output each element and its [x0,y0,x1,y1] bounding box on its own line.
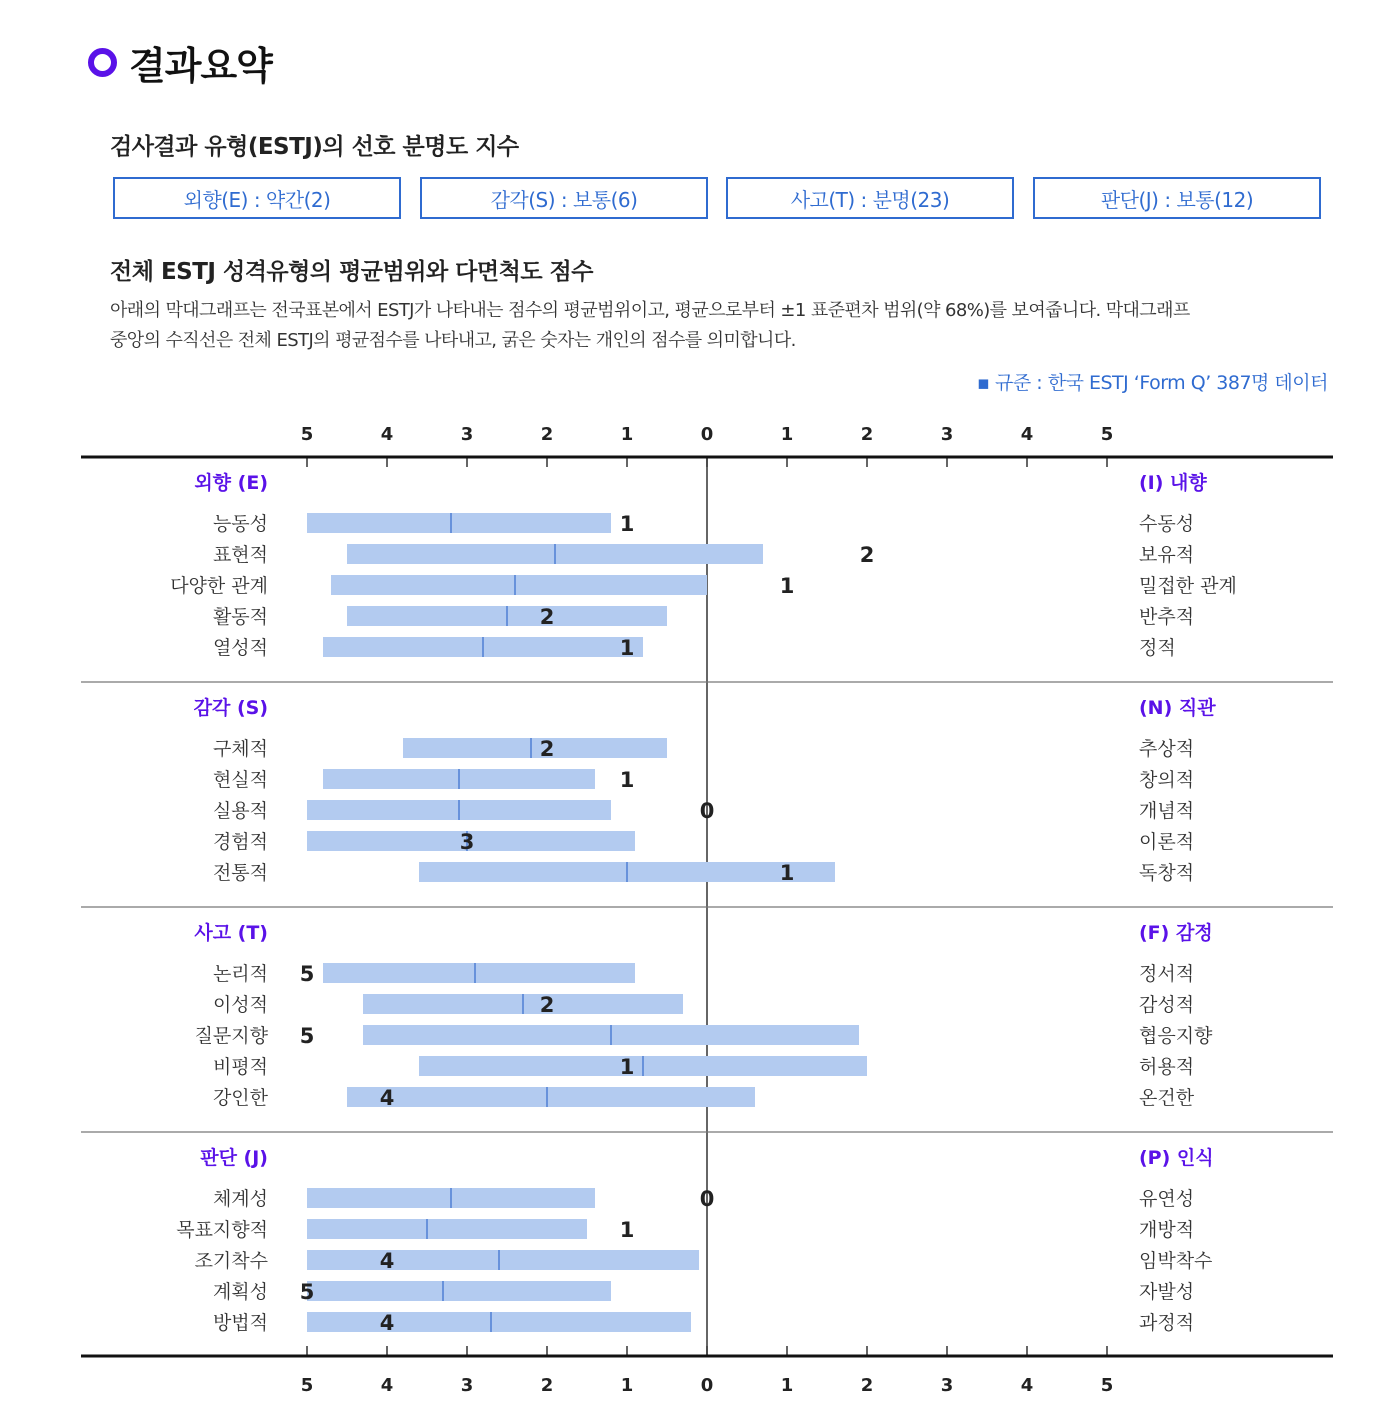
x-tick-label-top: 2 [860,424,874,445]
page-header [88,36,272,88]
range-bar [323,963,635,983]
individual-score: 4 [379,1086,395,1110]
facet-label-left: 표현적 [212,544,268,566]
individual-score: 5 [299,1024,315,1048]
x-tick-label-bottom: 4 [380,1375,394,1396]
preference-title: 검사결과 유형(ESTJ)의 선호 분명도 지수 [110,134,519,160]
individual-score: 0 [699,1187,715,1211]
section-description-line1: 아래의 막대그래프는 전국표본에서 ESTJ가 나타내는 점수의 평균범위이고, 평균으로부터 ±1 표준편차 범위(약 68%)를 보여줍니다. 막대그래프 [110,300,1190,321]
range-bar [307,513,611,533]
norm-note: ▪ 규준 : 한국 ESTJ ‘Form Q’ 387명 데이터 [977,372,1328,394]
facet-label-left: 비평적 [212,1056,268,1078]
facet-label-left: 강인한 [212,1087,268,1109]
x-tick-label-top: 3 [460,424,474,445]
facet-label-right: 허용적 [1139,1056,1195,1078]
facet-label-left: 논리적 [212,963,268,985]
facet-label-right: 개념적 [1139,800,1195,822]
section-title: 전체 ESTJ 성격유형의 평균범위와 다면척도 점수 [110,259,593,285]
section-description-line2: 중앙의 수직선은 전체 ESTJ의 평균점수를 나타내고, 굵은 숫자는 개인의 점수를 의미합니다. [110,330,796,351]
individual-score: 3 [459,830,475,854]
range-bar [307,1250,699,1270]
facet-label-right: 자발성 [1139,1281,1195,1303]
individual-score: 5 [299,962,315,986]
x-tick-label-bottom: 5 [1100,1375,1114,1396]
facet-label-left: 방법적 [212,1312,268,1334]
individual-score: 1 [619,1218,635,1242]
circle-bullet-icon [88,48,117,77]
facet-label-left: 실용적 [212,800,268,822]
range-bar [331,575,707,595]
x-tick-label-bottom: 3 [460,1375,474,1396]
facet-label-left: 질문지향 [194,1025,268,1047]
page-title: 결과요약 [129,43,272,88]
facet-label-left: 현실적 [212,769,268,791]
range-bar [307,1312,691,1332]
facet-label-right: 추상적 [1139,738,1195,760]
facet-label-left: 다양한 관계 [170,575,268,597]
x-tick-label-bottom: 1 [620,1375,634,1396]
individual-score: 2 [859,543,875,567]
facet-label-right: 독창적 [1139,862,1195,884]
group-label-right: (F) 감정 [1139,922,1213,944]
individual-score: 2 [539,605,555,629]
facet-label-left: 열성적 [212,637,268,659]
x-tick-label-top: 5 [300,424,314,445]
facet-label-right: 감성적 [1139,994,1195,1016]
facet-label-right: 협응지향 [1139,1025,1213,1047]
x-tick-label-top: 1 [780,424,794,445]
x-tick-label-bottom: 5 [300,1375,314,1396]
facet-label-right: 보유적 [1139,544,1195,566]
facet-label-left: 능동성 [212,513,268,535]
individual-score: 5 [299,1280,315,1304]
facet-label-right: 유연성 [1139,1188,1195,1210]
facet-label-right: 온건한 [1139,1087,1195,1109]
individual-score: 1 [619,512,635,536]
individual-score: 1 [779,861,795,885]
facet-label-left: 경험적 [212,831,268,853]
facet-label-left: 구체적 [212,738,268,760]
x-tick-label-bottom: 0 [700,1375,714,1396]
facet-label-right: 임박착수 [1139,1250,1213,1272]
range-bar [403,738,667,758]
preference-box-s: 감각(S) : 보통(6) [420,177,708,219]
range-bar [347,1087,755,1107]
facet-label-right: 밀접한 관계 [1139,575,1237,597]
preference-box-j: 판단(J) : 보통(12) [1033,177,1321,219]
facet-label-right: 정적 [1139,637,1176,659]
preference-box-e: 외향(E) : 약간(2) [113,177,401,219]
x-tick-label-bottom: 4 [1020,1375,1034,1396]
facet-label-right: 개방적 [1139,1219,1195,1241]
facet-label-left: 활동적 [212,606,268,628]
group-label-left: 사고 (T) [194,922,268,944]
group-label-left: 판단 (J) [200,1147,268,1169]
facet-label-left: 체계성 [212,1188,268,1210]
individual-score: 2 [539,993,555,1017]
x-tick-label-top: 2 [540,424,554,445]
group-label-right: (I) 내향 [1139,472,1207,494]
individual-score: 2 [539,737,555,761]
individual-score: 1 [619,1055,635,1079]
preference-box-t: 사고(T) : 분명(23) [726,177,1014,219]
facet-label-right: 정서적 [1139,963,1195,985]
group-label-left: 외향 (E) [194,472,268,494]
range-bar [307,1219,587,1239]
group-label-right: (P) 인식 [1139,1147,1214,1169]
group-label-left: 감각 (S) [193,697,268,719]
range-bar [307,1281,611,1301]
individual-score: 1 [619,636,635,660]
individual-score: 1 [619,768,635,792]
facet-label-right: 이론적 [1139,831,1195,853]
facet-label-right: 수동성 [1139,513,1195,535]
facet-label-left: 조기착수 [194,1250,268,1272]
facet-label-left: 이성적 [212,994,268,1016]
x-tick-label-top: 4 [380,424,394,445]
x-tick-label-top: 0 [700,424,714,445]
x-tick-label-bottom: 2 [860,1375,874,1396]
x-tick-label-bottom: 2 [540,1375,554,1396]
facet-label-right: 과정적 [1139,1312,1195,1334]
facet-label-right: 반추적 [1139,606,1195,628]
facet-label-left: 계획성 [212,1281,268,1303]
individual-score: 0 [699,799,715,823]
individual-score: 1 [779,574,795,598]
individual-score: 4 [379,1311,395,1335]
individual-score: 4 [379,1249,395,1273]
facet-bar-chart [0,410,1394,1421]
x-tick-label-top: 1 [620,424,634,445]
x-tick-label-bottom: 1 [780,1375,794,1396]
group-label-right: (N) 직관 [1139,697,1216,719]
x-tick-label-top: 5 [1100,424,1114,445]
facet-label-right: 창의적 [1139,769,1195,791]
facet-label-left: 전통적 [212,862,268,884]
x-tick-label-bottom: 3 [940,1375,954,1396]
x-tick-label-top: 3 [940,424,954,445]
facet-label-left: 목표지향적 [176,1219,268,1241]
x-tick-label-top: 4 [1020,424,1034,445]
